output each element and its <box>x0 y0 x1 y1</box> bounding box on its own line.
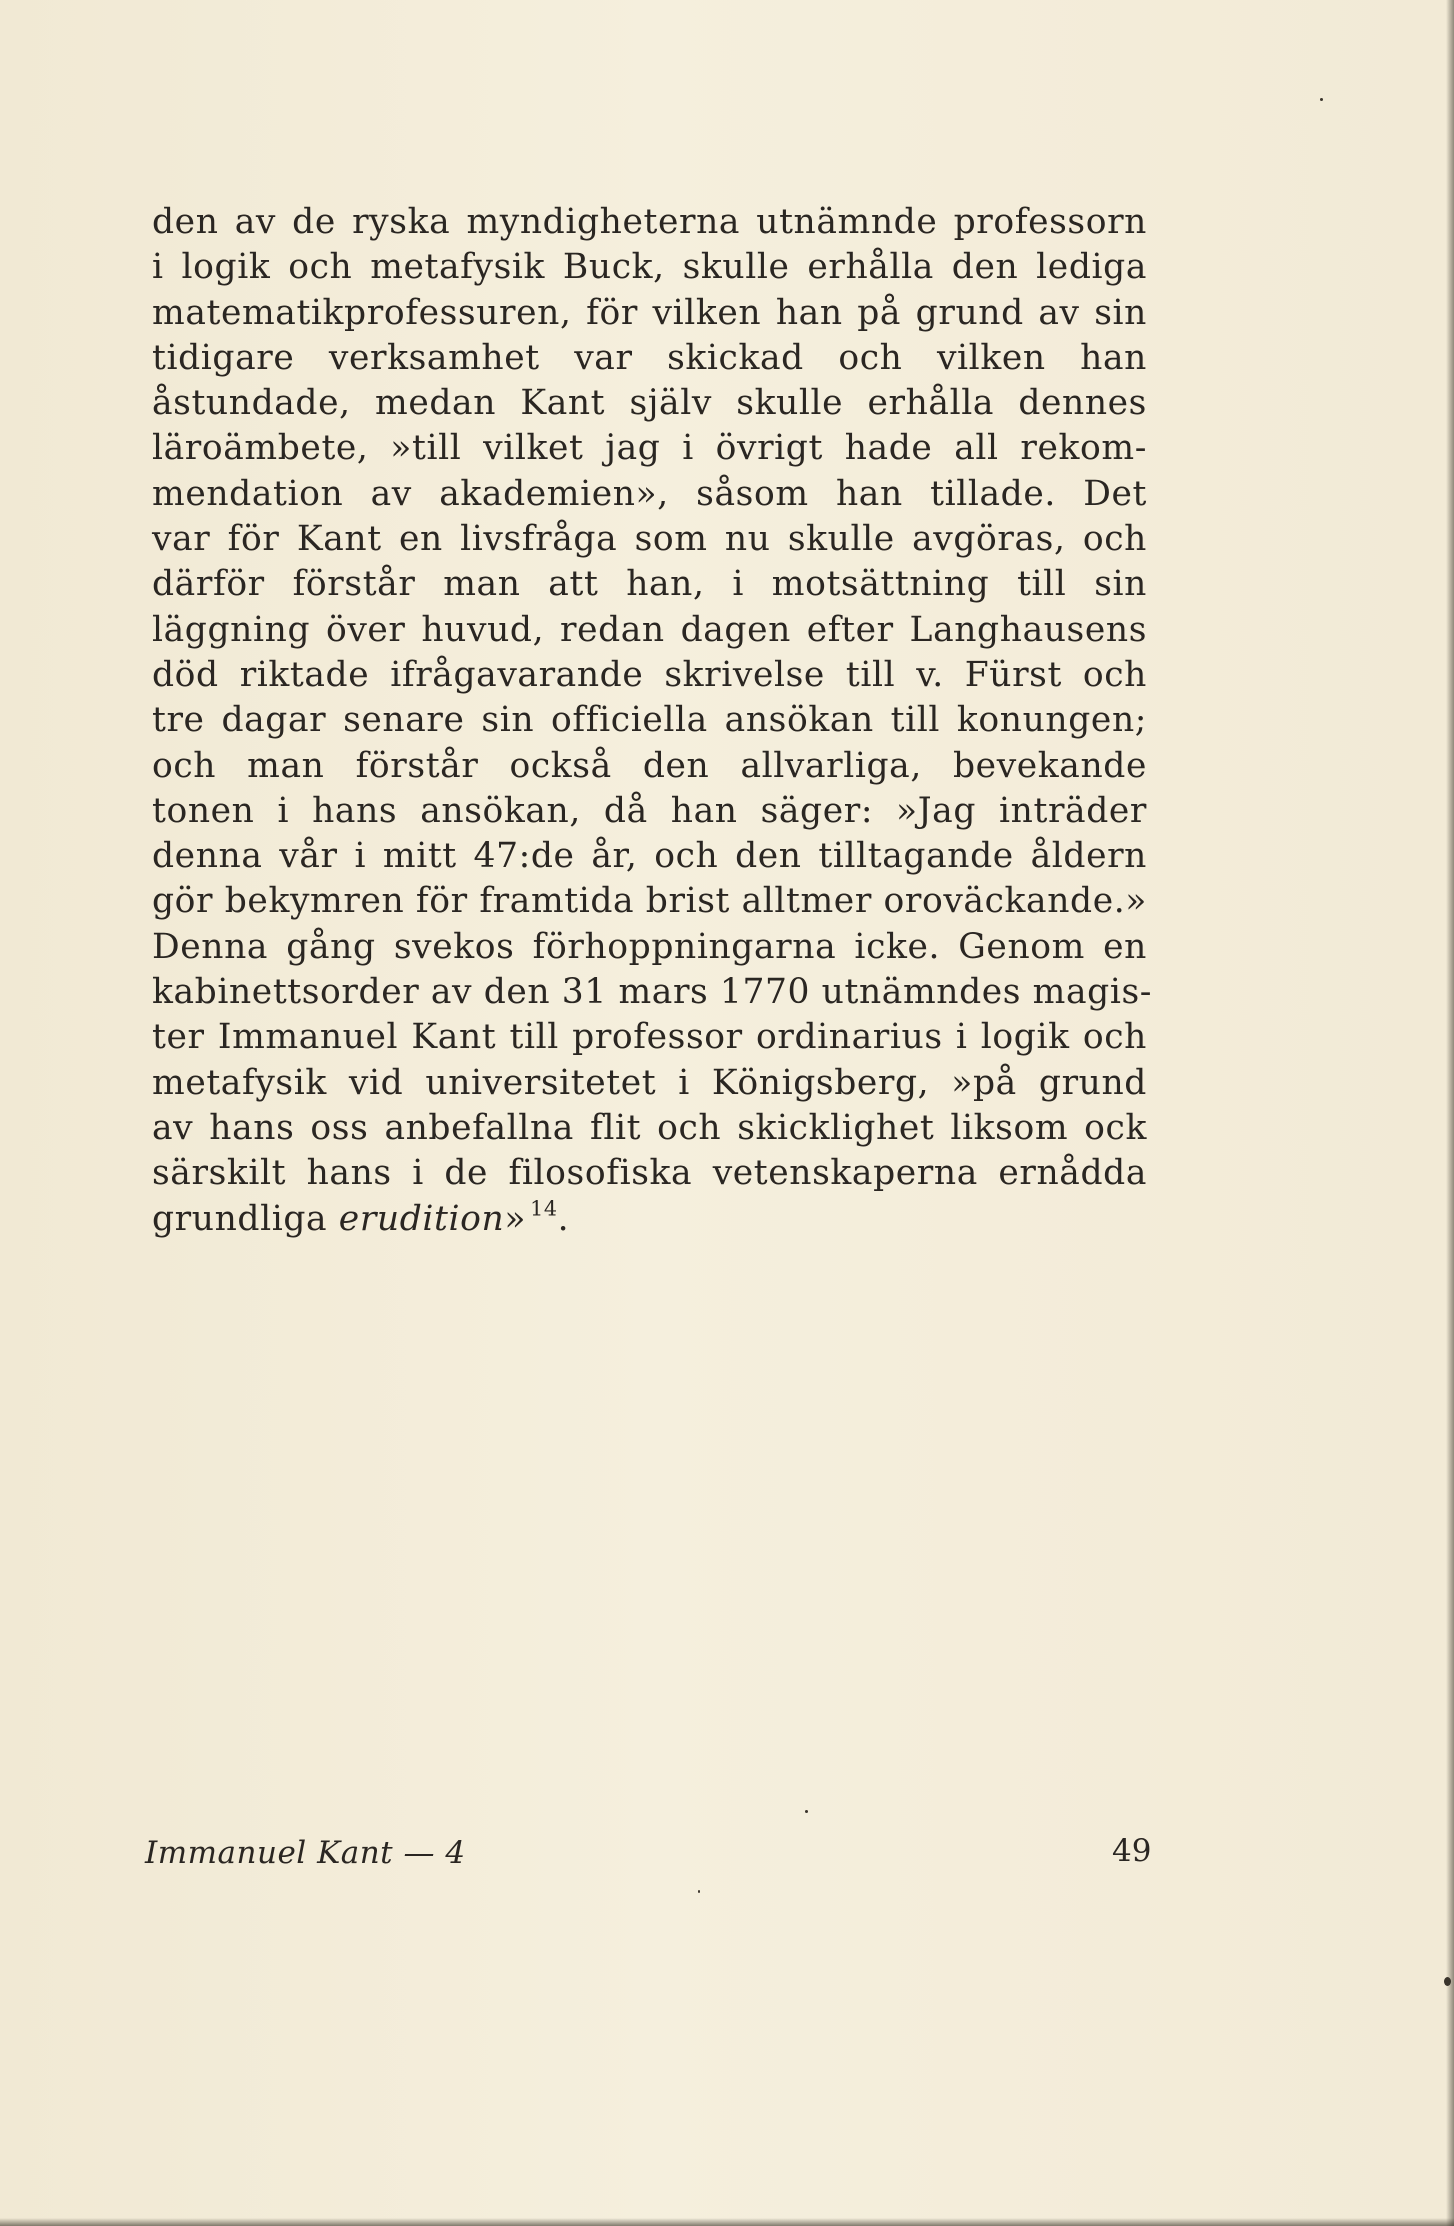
italic-word: erudition <box>338 1198 505 1239</box>
paper-speck <box>698 1890 700 1893</box>
text-line: denna vår i mitt 47:de år, och den tilltagande åldern <box>152 836 1147 877</box>
text-line: död riktade ifrågavarande skrivelse till v. Fürst och <box>152 654 1147 695</box>
page-edge-right <box>1446 0 1454 2226</box>
text-line-final <box>152 1197 1147 1242</box>
text-line: av hans oss anbefallna flit och skicklighet liksom ock <box>152 1107 1147 1148</box>
text-line: därför förstår man att han, i motsättning till sin <box>152 564 1147 605</box>
body-paragraph <box>152 200 1153 1242</box>
text-line: tidigare verksamhet var skickad och vilken han <box>152 337 1147 378</box>
text-line: metafysik vid universitetet i Königsberg, »på grund <box>152 1062 1147 1103</box>
paper-speck <box>1320 98 1323 101</box>
paper-speck <box>805 1810 808 1813</box>
text-line: åstundade, medan Kant själv skulle erhålla dennes <box>152 383 1147 424</box>
page-number: 49 <box>1112 1833 1152 1869</box>
page-edge-bottom <box>0 2218 1454 2226</box>
text-line: i logik och metafysik Buck, skulle erhålla den lediga <box>152 247 1147 288</box>
final-line-prefix: grundliga <box>152 1198 339 1239</box>
paper-speck <box>1444 1977 1451 1986</box>
text-line: mendation av akademien», såsom han tillade. Det <box>152 473 1147 514</box>
running-title: Immanuel Kant — 4 <box>145 1835 466 1871</box>
text-line: den av de ryska myndigheterna utnämnde professorn <box>152 202 1147 242</box>
text-line: gör bekymren för framtida brist alltmer oroväckande.» <box>152 881 1147 922</box>
text-line: läroämbete, »till vilket jag i övrigt hade all rekom- <box>152 428 1147 469</box>
text-line: var för Kant en livsfråga som nu skulle avgöras, och <box>152 519 1147 560</box>
final-period: . <box>557 1198 570 1239</box>
text-line: matematikprofessuren, för vilken han på grund av sin <box>152 292 1147 333</box>
text-line: och man förstår också den allvarliga, bevekande <box>152 745 1147 786</box>
text-line: Denna gång svekos förhoppningarna icke. Genom en <box>152 926 1147 967</box>
text-line: tre dagar senare sin officiella ansökan till konungen; <box>152 700 1147 741</box>
text-line: kabinettsorder av den 31 mars 1770 utnämndes magis- <box>152 972 1153 1013</box>
text-line: särskilt hans i de filosofiska vetenskaperna ernådda <box>152 1153 1147 1194</box>
footnote-marker: 14 <box>530 1196 558 1221</box>
text-line: tonen i hans ansökan, då han säger: »Jag inträder <box>152 790 1147 831</box>
text-line: ter Immanuel Kant till professor ordinarius i logik och <box>152 1017 1147 1058</box>
text-line: läggning över huvud, redan dagen efter Langhausens <box>152 609 1147 650</box>
closing-quote: » <box>504 1198 527 1239</box>
